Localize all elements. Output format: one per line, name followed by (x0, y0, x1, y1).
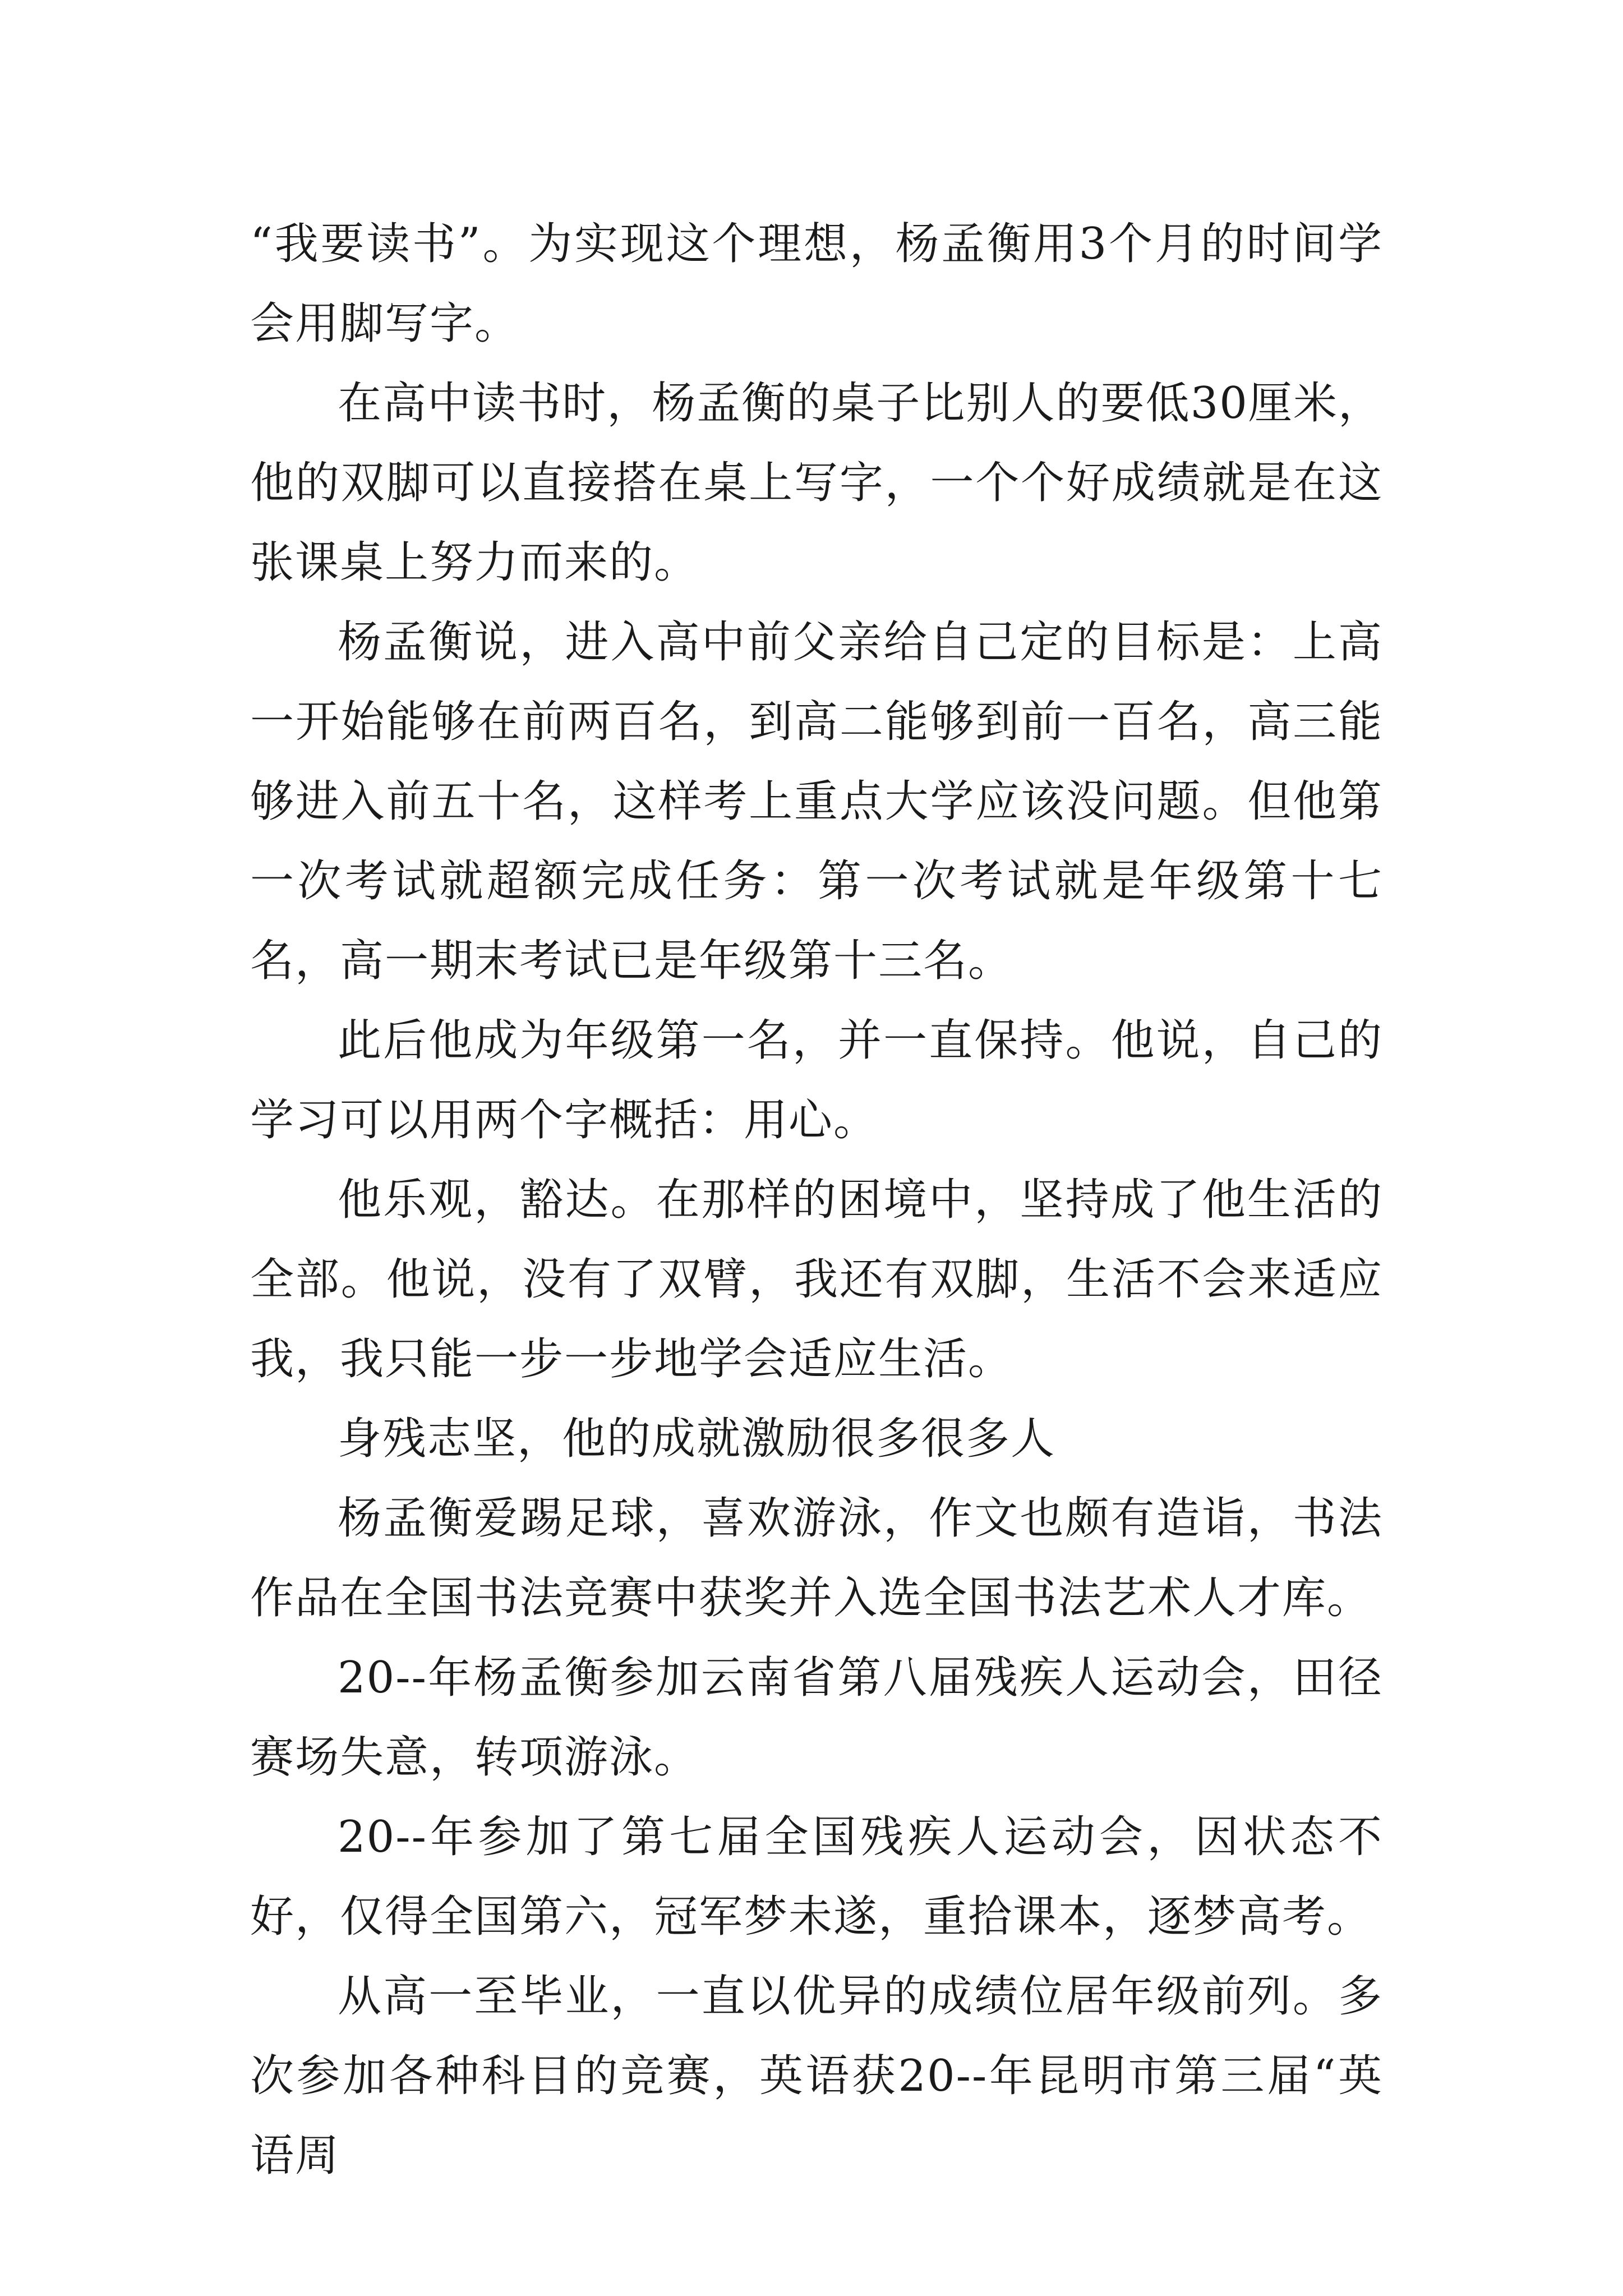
paragraph-6-subheading: 身残志坚，他的成就激励很多很多人 (338, 1414, 1056, 1464)
paragraph-9: 20--年参加了第七届全国残疾人运动会，因状态不好，仅得全国第六，冠军梦未遂，重拾课本，逐梦高考。 (250, 1812, 1383, 1942)
paragraph-1: “我要读书”。为实现这个理想，杨孟衡用3个月的时间学会用脚写字。 (250, 219, 1383, 349)
paragraph-5: 他乐观，豁达。在那样的困境中，坚持成了他生活的全部。他说，没有了双臂，我还有双脚，生活不会来适应我，我只能一步一步地学会适应生活。 (250, 1175, 1383, 1384)
paragraph-2: 在高中读书时，杨孟衡的桌子比别人的要低30厘米，他的双脚可以直接搭在桌上写字，一个个好成绩就是在这张课桌上努力而来的。 (250, 378, 1383, 588)
paragraph-10: 从高一至毕业，一直以优异的成绩位居年级前列。多次参加各种科目的竞赛，英语获20--年昆明市第三届“英语周 (250, 1971, 1383, 2181)
paragraph-3: 杨孟衡说，进入高中前父亲给自己定的目标是：上高一开始能够在前两百名，到高二能够到前一百名，高三能够进入前五十名，这样考上重点大学应该没问题。但他第一次考试就超额完成任务：第一次考试就是年级第十七名，高一期末考试已是年级第十三名。 (250, 617, 1383, 986)
body-text (250, 204, 1383, 2196)
paragraph-8: 20--年杨孟衡参加云南省第八届残疾人运动会，田径赛场失意，转项游泳。 (250, 1653, 1383, 1783)
paragraph-4: 此后他成为年级第一名，并一直保持。他说，自己的学习可以用两个字概括：用心。 (250, 1015, 1383, 1145)
paragraph-7: 杨孟衡爱踢足球，喜欢游泳，作文也颇有造诣，书法作品在全国书法竞赛中获奖并入选全国书法艺术人才库。 (250, 1493, 1383, 1623)
